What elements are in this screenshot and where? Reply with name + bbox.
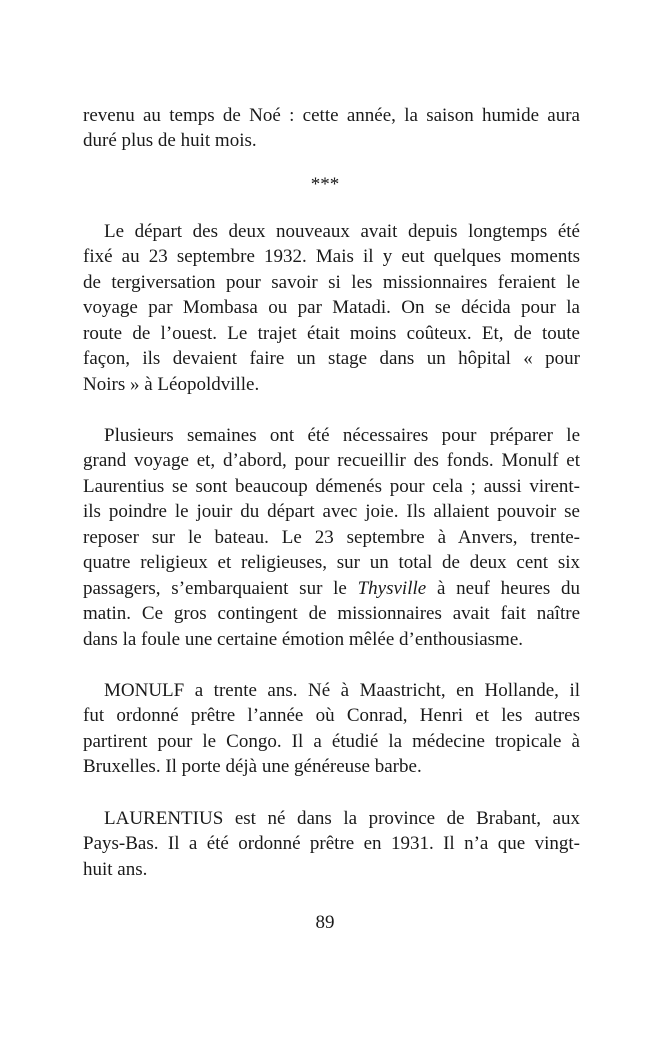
text-line (83, 346, 580, 371)
text-segment: Plusieurs semaines ont été nécessaires pour préparer le (104, 424, 580, 446)
text-line (83, 448, 580, 473)
section-separator: *** (310, 174, 340, 195)
page-number: 89 (315, 912, 335, 933)
text-line (104, 806, 580, 831)
text-segment: façon, ils devaient faire un stage dans un hôpital « pour (83, 348, 580, 369)
text-line (83, 601, 580, 626)
text-line (83, 729, 580, 754)
text-segment: Pays-Bas. Il a été ordonné prêtre en 1931. Il n’a que vingt- (83, 833, 580, 854)
text-segment: de tergiversation pour savoir si les missionnaires feraient le (83, 271, 580, 293)
text-segment: reposer sur le bateau. Le 23 septembre à Anvers, trente- (83, 526, 580, 548)
text-line (83, 270, 580, 295)
text-segment: quatre religieux et religieuses, sur un total de deux cent six (83, 552, 580, 573)
text-segment: revenu au temps de Noé : cette année, la saison humide aura (83, 104, 580, 126)
text-segment: LAURENTIUS est né dans la province de Brabant, aux (104, 807, 580, 829)
text-line (83, 857, 580, 882)
text-segment: Laurentius se sont beaucoup démenés pour cela ; aussi virent- (83, 475, 580, 497)
text-segment: huit ans. (83, 858, 148, 880)
text-line (83, 103, 580, 128)
text-segment: dans la foule une certaine émotion mêlée d’enthousiasme. (83, 628, 524, 650)
text-segment: partirent pour le Congo. Il a étudié la médecine tropicale à (83, 730, 580, 752)
text-segment: Le départ des deux nouveaux avait depuis longtemps été (104, 220, 580, 242)
text-segment: grand voyage et, d’abord, pour recueillir des fonds. Monulf et (83, 450, 580, 471)
text-segment: duré plus de huit mois. (83, 130, 257, 151)
text-line (83, 550, 580, 575)
text-line (83, 703, 580, 728)
text-line (104, 423, 580, 448)
text-line (83, 576, 580, 601)
text-line (83, 372, 580, 397)
text-line (83, 474, 580, 499)
text-line (83, 831, 580, 856)
text-line (83, 754, 580, 779)
text-line (104, 678, 580, 703)
text-line (83, 627, 580, 652)
text-line (83, 295, 580, 320)
text-segment: ils poindre le jouir du départ avec joie. Ils allaient pouvoir se (83, 501, 580, 522)
text-segment: matin. Ce gros contingent de missionnaires avait fait naître (83, 603, 580, 624)
text-segment: Noirs » à Léopoldville. (83, 373, 260, 395)
text-line (83, 321, 580, 346)
text-segment: passagers, s’embarquaient sur le (83, 577, 358, 599)
italic-title: Thysville (357, 577, 427, 599)
text-segment: fut ordonné prêtre l’année où Conrad, Henri et les autres (83, 705, 580, 726)
text-segment: à neuf heures du (426, 577, 580, 599)
text-line (83, 499, 580, 524)
text-line (83, 244, 580, 269)
text-line (104, 219, 580, 244)
text-line (83, 128, 580, 153)
text-line (83, 525, 580, 550)
text-segment: MONULF a trente ans. Né à Maastricht, en Hollande, il (104, 679, 580, 701)
text-segment: fixé au 23 septembre 1932. Mais il y eut quelques moments (83, 246, 580, 267)
text-segment: route de l’ouest. Le trajet était moins coûteux. Et, de toute (83, 322, 580, 344)
text-segment: voyage par Mombasa ou par Matadi. On se décida pour la (83, 297, 580, 318)
text-segment: Bruxelles. Il porte déjà une généreuse barbe. (83, 756, 422, 777)
